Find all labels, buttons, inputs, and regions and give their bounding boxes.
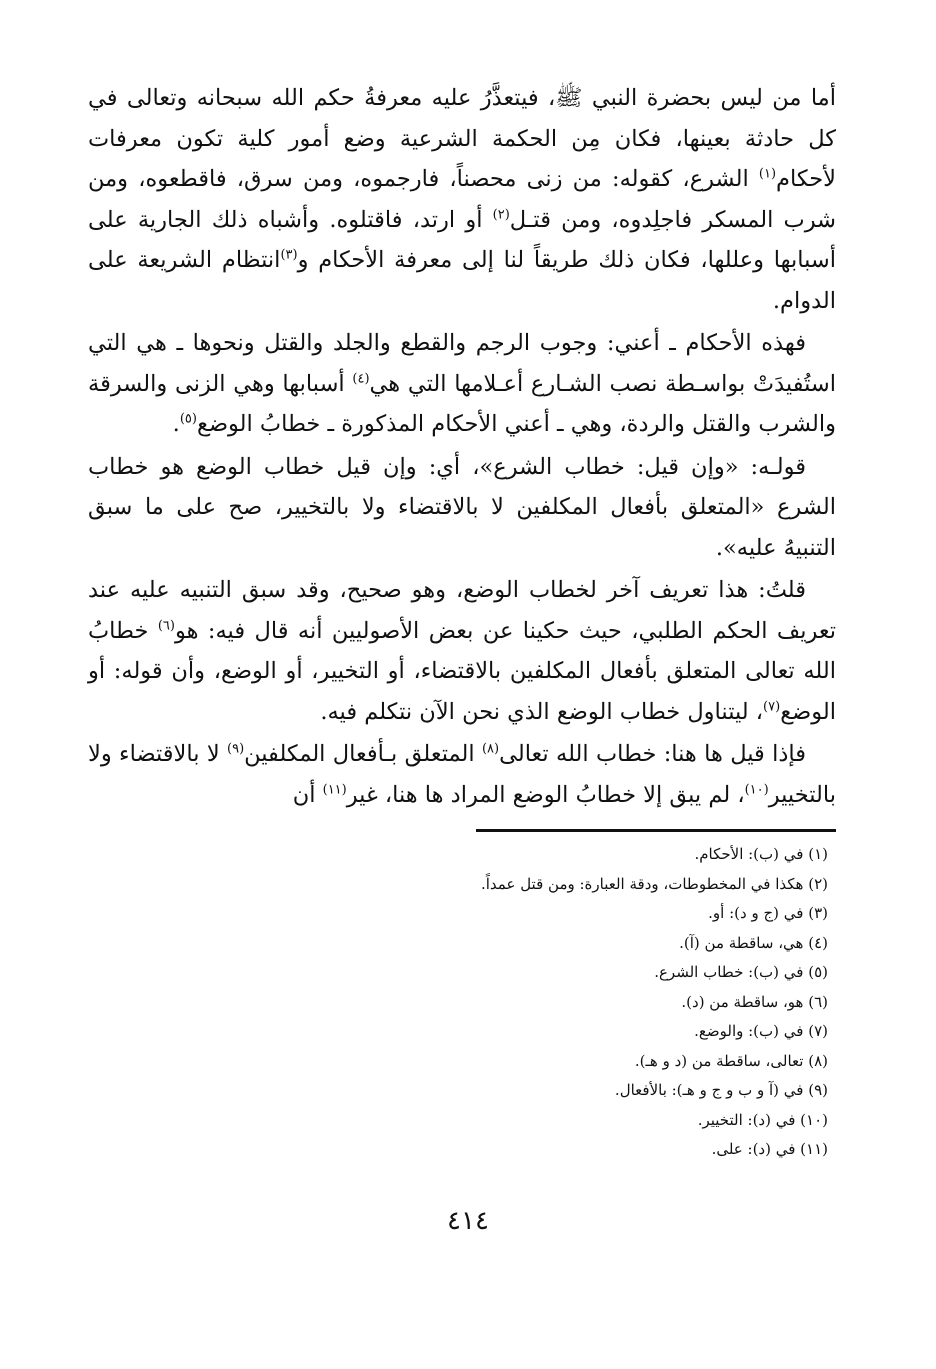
paragraph-text: فإذا قيل ها هنا: خطاب الله تعالى	[499, 741, 807, 767]
paragraph	[88, 570, 836, 732]
footnote-marker: (٦)	[157, 618, 175, 633]
footnote-marker: (٢)	[492, 207, 510, 222]
paragraph-text: ، ليتناول خطاب الوضع الذي نحن الآن نتكلم فيه.	[320, 698, 764, 725]
paragraph-text: .	[172, 411, 180, 437]
paragraph-text: قولـه: «وإن قيل: خطاب الشرع»، أي: وإن قيل خطاب الوضع هو خطاب الشرع «المتعلق بأفعال المكلفين لا بالاقتضاء ولا بالتخيير، صح على ما سبق التنبيهُ عليه».	[88, 453, 836, 561]
footnote-marker: (١)	[758, 166, 777, 182]
footnote-marker: (٩)	[227, 741, 245, 757]
footnote-marker: (٤)	[352, 371, 370, 386]
main-text	[88, 78, 836, 815]
footnote-marker: (٣)	[280, 247, 298, 263]
paragraph-text: خطابُ الله تعالى المتعلق بأفعال المكلفين بالاقتضاء، أو التخيير، أو الوضع، وأن قوله: أو الوضع	[88, 617, 836, 725]
footnote-item: (٦) هو، ساقطة من (د).	[681, 992, 828, 1011]
paragraph-text: لا بالاقتضاء ولا بالتخيير	[88, 741, 836, 808]
footnote-item: (٥) في (ب): خطاب الشرع.	[654, 963, 828, 981]
paragraph-text: أما من ليس بحضرة النبي ﷺ، فيتعذَّرُ عليه معرفةُ حكم الله سبحانه وتعالى في كل حادثة بعينها، فكان مِن الحكمة الشرعية وضع أمور كلية تكون معرفات لأحكام	[88, 85, 836, 192]
page	[88, 78, 836, 1165]
footnote-item: (١٠) في (د): التخيير.	[697, 1110, 828, 1129]
footnote-item: (٩) في (آ و ب و ج و هـ): بالأفعال.	[614, 1081, 828, 1099]
paragraph-text: أو ارتد، فاقتلوه. وأشباه ذلك الجارية على أسبابها وعللها، فكان ذلك طريقاً لنا إلى معرفة الأحكام و	[88, 206, 836, 273]
paragraph-text: فهذه الأحكام ـ أعني: وجوب الرجم والقطع والجلد والقتل ونحوها ـ هي التي استُفيدَتْ بواسـطة نصب الشـارع أعـلامها التي هي	[88, 330, 836, 397]
footnote-separator	[476, 829, 836, 832]
footnote-item: (٢) هكذا في المخطوطات، ودقة العبارة: ومن قتل عمداً.	[481, 874, 828, 893]
footnote-item: (١) في (ب): الأحكام.	[694, 845, 828, 863]
footnote-marker: (١١)	[322, 782, 347, 797]
paragraph-text: قلتُ: هذا تعريف آخر لخطاب الوضع، وهو صحيح، وقد سبق التنبيه عليه عند تعريف الحكم الطلبي، حيث حكينا عن بعض الأصوليين أنه قال فيه: هو	[88, 577, 836, 644]
footnote-item: (٤) هي، ساقطة من (آ).	[679, 933, 828, 952]
paragraph-text: انتظام الشريعة على الدوام.	[88, 247, 836, 314]
footnote-marker: (٥)	[179, 411, 197, 427]
paragraph-text: أن	[292, 781, 323, 808]
footnote-marker: (٨)	[481, 741, 500, 757]
paragraph-text: ، لم يبق إلا خطابُ الوضع المراد ها هنا، غير	[346, 781, 745, 808]
paragraph-text: الشرع، كقوله: من زنى محصناً، فارجموه، ومن سرق، فاقطعوه، ومن شرب المسكر فاجلِدوه، ومن قتـل	[88, 166, 836, 233]
footnote-marker: (٧)	[763, 699, 781, 714]
paragraph	[88, 78, 836, 321]
footnote-item: (١١) في (د): على.	[711, 1140, 828, 1158]
paragraph-text: أسبابها وهي الزنى والسرقة والشرب والقتل والردة، وهي ـ أعني الأحكام المذكورة ـ خطابُ الوضع	[88, 370, 836, 437]
page-number: ٤١٤	[447, 1206, 489, 1236]
footnotes-list	[88, 840, 836, 1165]
paragraph	[88, 447, 836, 569]
footnote-item: (٣) في (ج و د): أو.	[708, 904, 828, 922]
paragraph-text: المتعلق بـأفعال المكلفين	[244, 741, 482, 767]
footnote-item: (٨) تعالى، ساقطة من (د و هـ).	[634, 1051, 828, 1070]
footnote-marker: (١٠)	[744, 782, 769, 797]
footnote-item: (٧) في (ب): والوضع.	[694, 1022, 828, 1040]
paragraph	[88, 734, 836, 815]
paragraph	[88, 323, 836, 445]
